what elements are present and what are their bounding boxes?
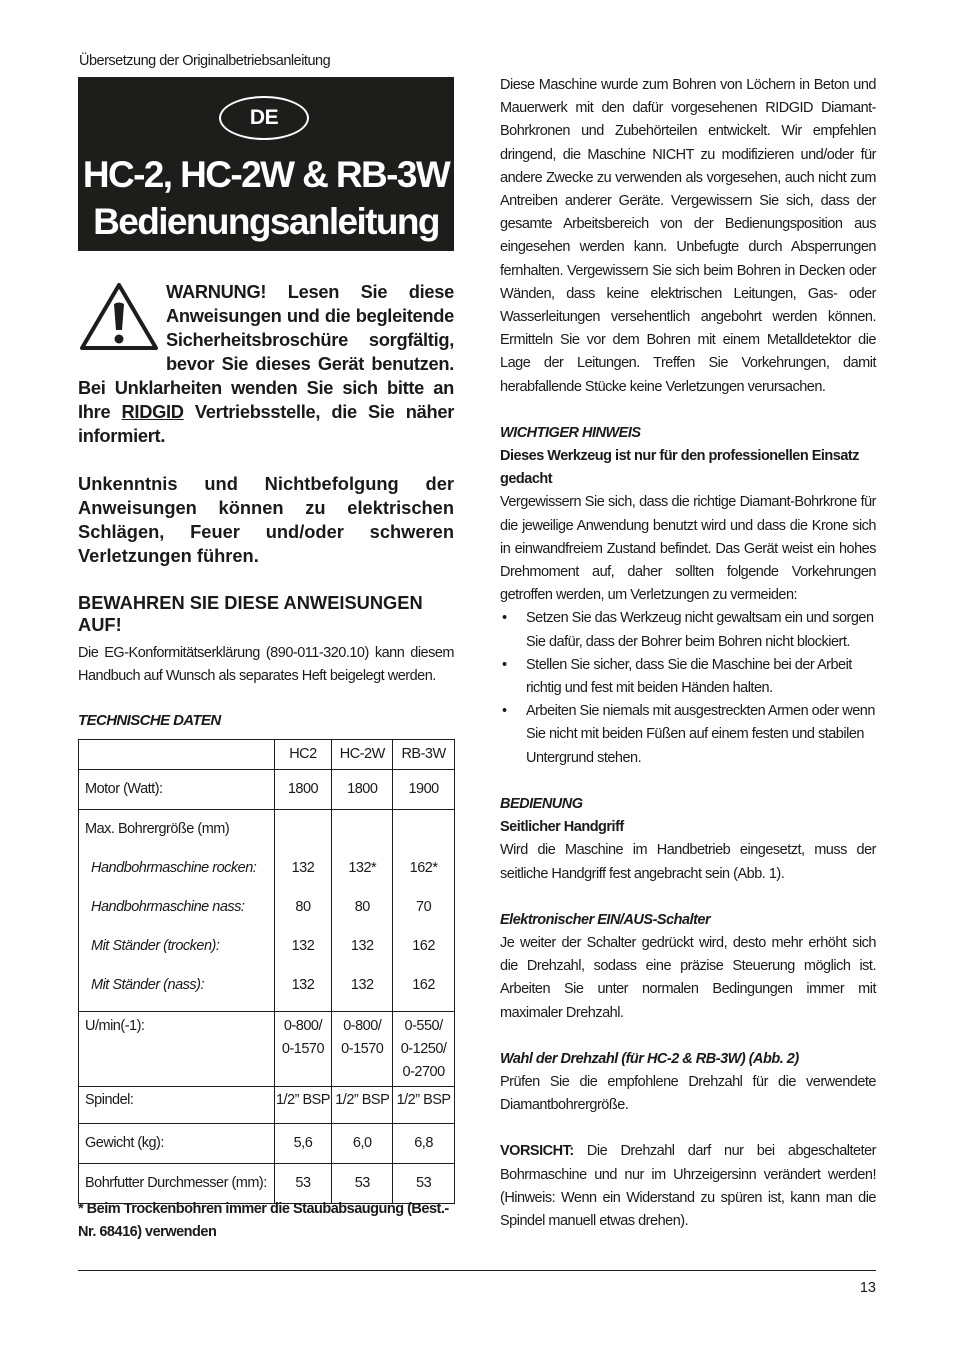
table-cell: 1/2” BSP [396,1092,451,1108]
list-item: • Arbeiten Sie niemals mit ausgestreckten Armen oder wenn Sie nicht mit beiden Füßen auf einem festen und stabilen Untergrund stehen. [500,700,876,770]
tech-data-heading: TECHNISCHE DATEN [78,712,221,729]
sub-row-label: Mit Ständer (nass): [91,977,204,993]
conformity-note: Die EG-Konformitätserklärung (890-011-320.10) kann diesem Handbuch auf Wunsch als separates Heft beigelegt werden. [78,645,454,684]
page-number: 13 [859,1280,876,1296]
table-row [79,810,455,1012]
important-subheading: Dieses Werkzeug ist nur für den professionellen Einsatz gedacht [500,448,859,488]
footer-divider [78,1270,876,1271]
row-label: U/min(-1): [85,1018,145,1034]
table-cell: 0-1570 [341,1041,384,1057]
sub-row-label: Mit Ständer (trocken): [91,938,220,954]
row-label: Gewicht (kg): [85,1135,164,1151]
table-row [79,1124,455,1164]
row-label: Bohrfutter Durchmesser (mm): [85,1175,267,1191]
table-cell: 132 [291,938,315,954]
warning-text-b: Vertriebsstelle, die Sie näher informiert. [78,401,455,446]
language-badge: DE [219,96,309,140]
important-heading: WICHTIGER HINWEIS [500,424,641,441]
table-cell: 0-2700 [402,1064,445,1080]
list-item: • Stellen Sie sicher, dass Sie die Maschine bei der Arbeit richtig und fest mit beiden Händen halten. [500,654,876,700]
table-cell: 53 [295,1175,311,1191]
switch-paragraph: Je weiter der Schalter gedrückt wird, desto mehr erhöht sich die Drehzahl, sodass eine präzise Steuerung möglich ist. Arbeiten Sie unter normalen Bedingungen immer mit maximaler Drehzahl. [500,934,876,1021]
dust-extraction-footnote: * Beim Trockenbohren immer die Staubabsaugung (Best.-Nr. 68416) verwenden [78,1201,449,1240]
table-cell: 80 [354,899,370,915]
table-cell: 132 [291,977,315,993]
row-label: Spindel: [85,1092,134,1108]
table-cell: 0-800/ [343,1018,382,1034]
table-cell: 53 [354,1175,370,1191]
warning-block [78,280,454,448]
table-cell: 53 [416,1175,432,1191]
table-cell: 1800 [287,781,319,797]
warning-triangle-icon [78,280,160,352]
table-cell: 162 [412,938,435,954]
precautions-list [500,607,876,769]
intro-paragraph: Diese Maschine wurde zum Bohren von Löchern in Beton und Mauerwerk mit den dafür vorgesehenen RIDGID Diamant-Bohrkronen und Zubehörteilen entwickelt. Wir empfehlen dringend, die Maschine NICHT zu modifizieren und/oder für andere Zwecke zu verwenden als vorgesehen, auch nicht zum Antreiben anderer Geräte. Vergewissern Sie sich, dass der gesamte Arbeitsbereich von der Bedienungsposition aus eingesehen werden kann. Unbefugte durch Absperrungen fernhalten. Vergewissern Sie sich beim Bohren in Decken oder Wänden, dass keine elektrischen Leitungen, Gas- oder Wasserleitungen versehentlich angebohrt werden können. Ermitteln Sie vor dem Bohren mit einem Metalldetektor die Lage der Leitungen. Treffen Sie Vorkehrungen, damit herabfallende Stücke keine Verletzungen verursachen. [500,77,876,395]
important-paragraph: Vergewissern Sie sich, dass die richtige Diamant-Bohrkrone für die jeweilige Anwendung benutzt wird und dass die Krone sich in einwandfreiem Zustand befindet. Das Gerät weist ein hohes Drehmoment auf, daher sollten folgende Vorkehrungen getroffen werden, um Verletzungen zu vermeiden: [500,494,876,604]
table-cell: 132* [348,860,377,876]
table-header-row [79,740,455,770]
table-cell: 1/2” BSP [335,1092,390,1108]
caution-label: VORSICHT: [500,1143,574,1160]
table-cell: 132 [350,977,374,993]
table-cell: 70 [416,899,432,915]
table-cell: 5,6 [293,1135,313,1151]
table-cell: 0-550/ [404,1018,443,1034]
right-column [500,74,876,1233]
table-cell: 0-800/ [283,1018,323,1034]
table-row [79,1087,455,1124]
speed-paragraph: Prüfen Sie die empfohlene Drehzahl für die verwendete Diamantbohrergröße. [500,1073,876,1114]
title-line-1: HC-2, HC-2W & RB-3W [82,154,450,195]
brand-name: RIDGID [121,401,184,422]
speed-heading: Wahl der Drehzahl (für HC-2 & RB-3W) (Abb. 2) [500,1050,799,1067]
caution-paragraph [500,1140,876,1233]
row-label: Max. Bohrergröße (mm) [85,821,230,837]
list-item: • Setzen Sie das Werkzeug nicht gewaltsam ein und sorgen Sie dafür, dass der Bohrer beim Bohren nicht blockiert. [500,607,876,653]
table-cell: 6,8 [414,1135,433,1151]
title-box [78,77,454,251]
sub-row-label: Handbohrmaschine rocken: [91,860,257,876]
caution-text: Die Drehzahl darf nur bei abgeschalteter Bohrmaschine und nur im Uhrzeigersinn verändert werden! (Hinweis: Wenn ein Widerstand zu spüren ist, kann man die Spindel manuell etwas drehen). [500,1143,876,1229]
column-header: HC-2W [339,746,385,762]
handle-paragraph: Wird die Maschine im Handbetrieb eingesetzt, muss der seitliche Handgriff fest angebracht sein (Abb. 1). [500,842,876,882]
translation-note: Übersetzung der Originalbetriebsanleitung [79,53,331,69]
table-cell: 6,0 [352,1135,372,1151]
column-header: HC2 [289,746,317,762]
consequence-warning: Unkenntnis und Nichtbefolgung der Anweisungen können zu elektrischen Schlägen, Feuer und/oder schweren Verletzungen führen. [78,473,454,566]
table-cell: 0-1570 [281,1041,325,1057]
table-row [79,770,455,810]
sub-row-label: Handbohrmaschine nass: [91,899,245,915]
table-cell: 1/2” BSP [275,1092,330,1108]
table-cell: 162* [409,860,438,876]
page-title [78,151,454,245]
switch-heading: Elektronischer EIN/AUS-Schalter [500,911,711,928]
row-label: Motor (Watt): [85,781,163,797]
table-cell: 162 [412,977,435,993]
table-cell: 80 [295,899,311,915]
tech-data-table [78,739,455,1204]
table-cell: 132 [350,938,374,954]
table-cell: 1900 [408,781,439,797]
table-cell: 132 [291,860,315,876]
keep-instructions-heading: BEWAHREN SIE DIESE ANWEISUNGEN AUF! [78,592,423,635]
table-row [79,1012,455,1087]
table-cell: 0-1250/ [400,1041,447,1057]
operation-heading: BEDIENUNG [500,795,583,812]
warning-text-a: WARNUNG! Lesen Sie diese Anweisungen und die begleitende Sicherheitsbroschüre sorgfältig, bevor Sie dieses Gerät benutzen. Bei Unklarheiten wenden Sie sich bitte an Ihre [78,281,454,422]
table-cell: 1800 [347,781,378,797]
handle-heading: Seitlicher Handgriff [500,819,624,836]
column-header: RB-3W [401,746,446,762]
title-line-2: Bedienungsanleitung [93,201,439,242]
